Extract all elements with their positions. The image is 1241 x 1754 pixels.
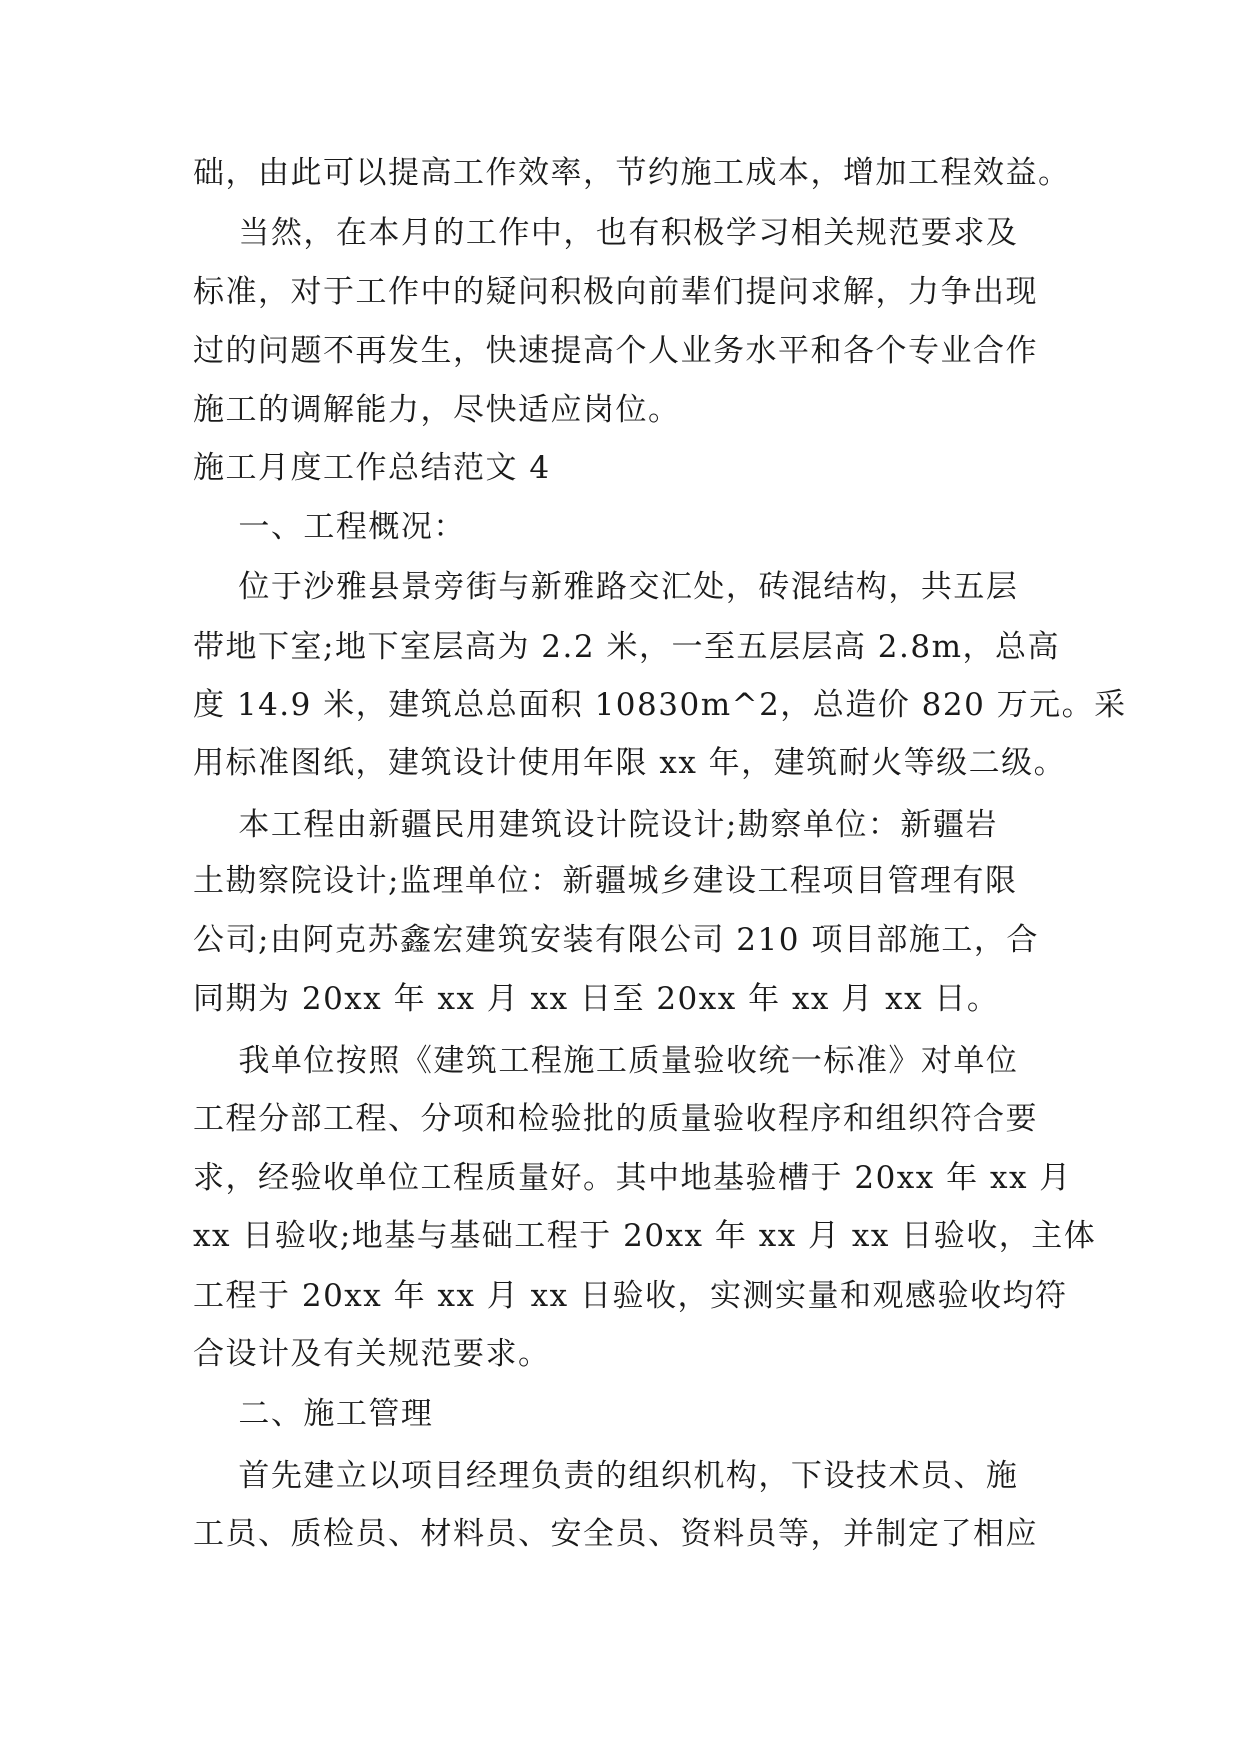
text-line: 土勘察院设计;监理单位：新疆城乡建设工程项目管理有限 bbox=[193, 863, 1018, 899]
text-line: 带地下室;地下室层高为 2.2 米，一至五层层高 2.8m，总高 bbox=[193, 629, 1061, 665]
text-line: 求，经验收单位工程质量好。其中地基验槽于 20xx 年 xx 月 bbox=[193, 1160, 1072, 1196]
text-line: 标准，对于工作中的疑问积极向前辈们提问求解，力争出现 bbox=[193, 274, 1038, 310]
text-line: 础，由此可以提高工作效率，节约施工成本，增加工程效益。 bbox=[193, 155, 1071, 191]
text-line: xx 日验收;地基与基础工程于 20xx 年 xx 月 xx 日验收，主体 bbox=[193, 1218, 1097, 1254]
text-line: 首先建立以项目经理负责的组织机构，下设技术员、施 bbox=[193, 1458, 1019, 1494]
text-line: 工程分部工程、分项和检验批的质量验收程序和组织符合要 bbox=[193, 1101, 1038, 1137]
section-heading: 施工月度工作总结范文 4 bbox=[193, 450, 551, 486]
text-line: 用标准图纸，建筑设计使用年限 xx 年，建筑耐火等级二级。 bbox=[193, 745, 1067, 781]
text-line: 合设计及有关规范要求。 bbox=[193, 1336, 551, 1372]
text-line: 施工的调解能力，尽快适应岗位。 bbox=[193, 392, 681, 428]
text-line: 我单位按照《建筑工程施工质量验收统一标准》对单位 bbox=[193, 1043, 1019, 1079]
text-line: 度 14.9 米，建筑总总面积 10830m^2，总造价 820 万元。采 bbox=[193, 687, 1127, 723]
text-line: 工程于 20xx 年 xx 月 xx 日验收，实测实量和观感验收均符 bbox=[193, 1278, 1068, 1314]
subsection-heading: 一、工程概况： bbox=[193, 509, 466, 545]
text-line: 同期为 20xx 年 xx 月 xx 日至 20xx 年 xx 月 xx 日。 bbox=[193, 981, 1000, 1017]
text-line: 工员、质检员、材料员、安全员、资料员等，并制定了相应 bbox=[193, 1516, 1038, 1552]
text-line: 过的问题不再发生，快速提高个人业务水平和各个专业合作 bbox=[193, 333, 1038, 369]
text-line: 公司;由阿克苏鑫宏建筑安装有限公司 210 项目部施工，合 bbox=[193, 922, 1039, 958]
subsection-heading: 二、施工管理 bbox=[193, 1396, 434, 1432]
text-line: 位于沙雅县景旁街与新雅路交汇处，砖混结构，共五层 bbox=[193, 569, 1019, 605]
text-line: 当然，在本月的工作中，也有积极学习相关规范要求及 bbox=[193, 215, 1019, 251]
text-line: 本工程由新疆民用建筑设计院设计;勘察单位：新疆岩 bbox=[193, 807, 998, 843]
